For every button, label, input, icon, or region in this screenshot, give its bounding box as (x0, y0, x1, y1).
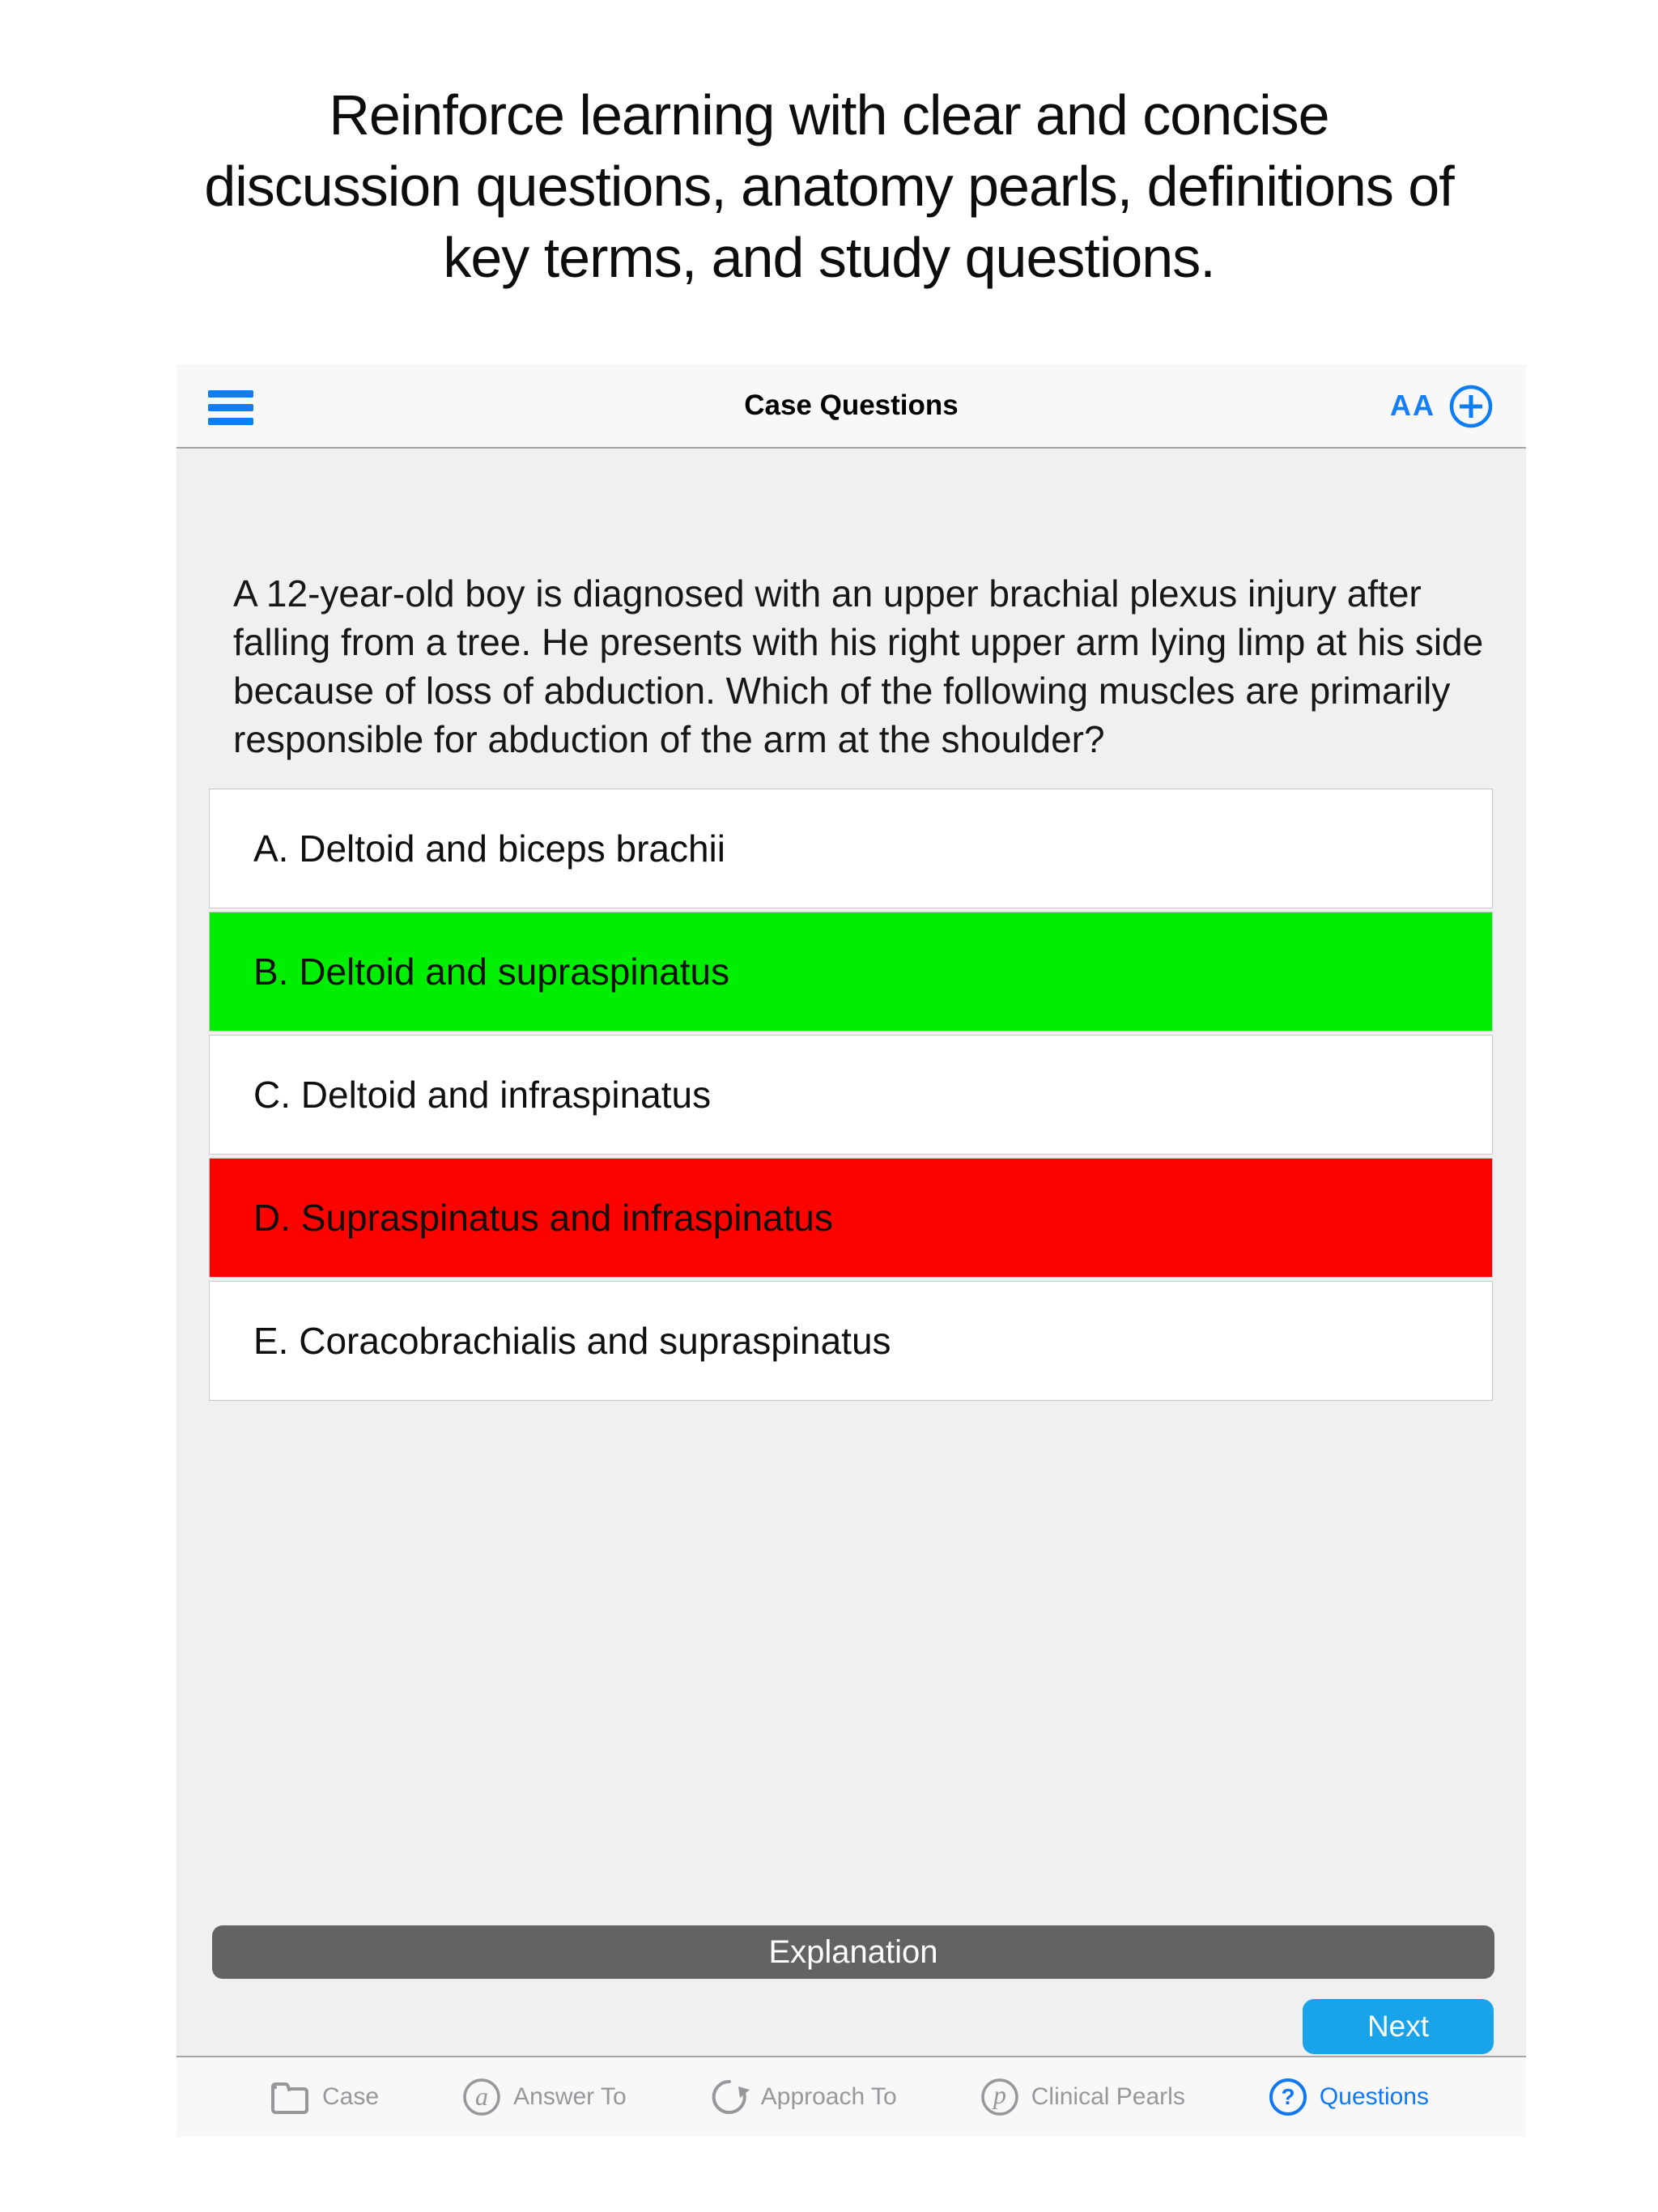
question-text: A 12-year-old boy is diagnosed with an upper brachial plexus injury after falling from a tree. He presents with his right upper arm lying limp at his side because of loss of abduction. Which of the following muscles are primarily responsible for abduction of the arm at the shoulder? (233, 572, 1484, 760)
answer-option-label: B. Deltoid and supraspinatus (253, 951, 730, 993)
answer-option-label: D. Supraspinatus and infraspinatus (253, 1197, 833, 1239)
answer-option-c[interactable] (209, 1035, 1493, 1155)
answer-a-icon (461, 2077, 502, 2117)
answer-option-label: C. Deltoid and infraspinatus (253, 1074, 712, 1116)
toolbar-label: Case (322, 2083, 380, 2110)
toolbar-item-case[interactable] (269, 2078, 379, 2116)
marketing-headline: Reinforce learning with clear and concise discussion questions, anatomy pearls, definitions of key terms, and study questions. (204, 83, 1454, 289)
circular-arrow-icon (709, 2077, 750, 2117)
svg-text:?: ? (1281, 2084, 1295, 2109)
toolbar-item-answer-to[interactable] (461, 2077, 627, 2117)
svg-text:a: a (475, 2082, 489, 2111)
toolbar-item-clinical-pearls[interactable] (980, 2077, 1185, 2117)
answer-option-d-incorrect[interactable] (209, 1158, 1493, 1278)
add-icon[interactable] (1448, 384, 1494, 429)
folder-icon (269, 2078, 311, 2116)
answer-option-label: A. Deltoid and biceps brachii (253, 827, 725, 870)
answer-option-a[interactable] (209, 789, 1493, 908)
toolbar-label: Questions (1319, 2083, 1429, 2110)
answer-option-b-correct[interactable] (209, 912, 1493, 1032)
explanation-button[interactable]: Explanation (212, 1925, 1494, 1979)
next-button[interactable]: Next (1303, 1999, 1494, 2054)
answer-options-list (209, 789, 1493, 1404)
font-size-button[interactable]: AA (1390, 389, 1435, 422)
toolbar-item-questions[interactable] (1268, 2077, 1429, 2117)
toolbar-item-approach-to[interactable] (709, 2077, 897, 2117)
toolbar-label: Clinical Pearls (1031, 2083, 1185, 2110)
nav-bar (176, 364, 1526, 449)
toolbar-label: Approach To (760, 2083, 897, 2110)
bottom-toolbar (176, 2056, 1526, 2137)
svg-text:p: p (993, 2080, 1006, 2109)
toolbar-label: Answer To (513, 2083, 627, 2110)
answer-option-e[interactable] (209, 1281, 1493, 1401)
question-mark-icon (1268, 2077, 1308, 2117)
page-title: Case Questions (744, 389, 959, 421)
pearl-p-icon (980, 2077, 1020, 2117)
app-screenshot-panel (176, 364, 1526, 2137)
answer-option-label: E. Coracobrachialis and supraspinatus (253, 1320, 891, 1362)
